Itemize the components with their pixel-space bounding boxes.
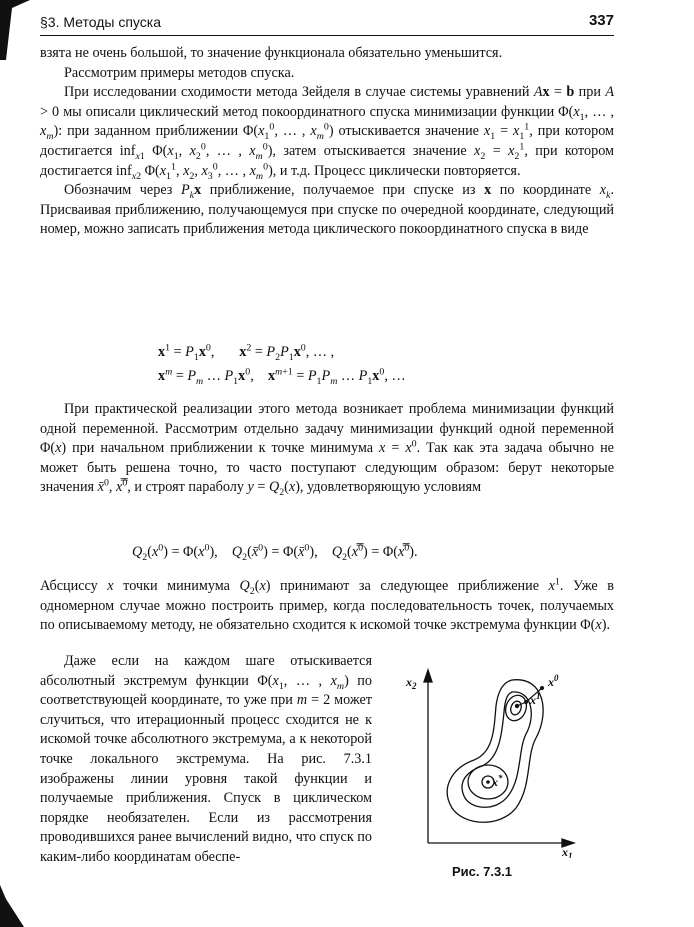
text-block-2	[40, 400, 614, 498]
x1-point-label: $x^1$	[530, 691, 541, 707]
global-min-point	[486, 780, 490, 784]
running-header	[40, 12, 614, 34]
page-number: 337	[588, 12, 614, 29]
text-block-4	[40, 652, 372, 868]
x0-label: $x^0$	[548, 673, 559, 689]
text-block-3	[40, 577, 614, 636]
text-block-1	[40, 44, 614, 240]
paragraph: При исследовании сходимости метода Зейделя в случае системы уравнений Ax = b при A > 0 мы описали циклический метод покоординатного спуска минимизации функции $\Phi(x_1$, … , $x_m$): при заданном приближении $\Phi(x_1^0$, … , $x_m^0$) отыскивается значение $x_1 = x_1^1$, при котором достигается inf$_{x1}$ $\Phi(x_1$, $x_2^0$, … , $x_m^0$), затем отыскивается значение $x_2 = x_2^1$, при котором достигается inf$_{x2}$ $\Phi(x_1^1$, $x_2$, $x_3^0$, … , $x_m^0$), и т.д. Процесс циклически повторяется.	[40, 84, 615, 182]
figure-caption: Рис. 7.3.1	[452, 864, 513, 879]
level-curve-inner-top-small	[509, 700, 523, 717]
paragraph: Обозначим через $P_kx$ приближение, получаемое при спуске из x по координате $x_k$. Присваивая приближению, получающемуся при спуске по очередной координате, следующий номер, можно записать приближения метода циклического покоординатного спуска в виде	[40, 182, 614, 238]
paragraph: Абсциссу x точки минимума $Q_2(x)$ принимают за следующее приближение $x^1$. Уже в одномерном случае можно построить пример, когда последовательность точек, получаемых по описываемому методу, не обязательно сходится к искомой точке экстремума функции Φ(x).	[40, 576, 614, 634]
paragraph: Даже если на каждом шаге отыскивается абсолютный экстремум функции $\Phi(x_1$, … , $x_m$) по соответствующей координате, то уже при m = 2 может случиться, что итерационный процесс сходится не к искомой точке абсолютного экстремума, а к некоторой точке локального экстремума. На рис. 7.3.1 изображены линии уровня такой функции и получаемые приближения. Спуск в циклическом порядке необязателен. Если из рассмотрения проводившихся ранее вычислений видно, что спуск по каким-либо координатам обеспе-	[40, 653, 372, 865]
header-rule	[40, 35, 614, 36]
x2-axis-arrow	[424, 670, 432, 682]
formula-iterations: $x^1 = P_1x^0$, $x^2 = P_2P_1x^0$, … , $x^m = P_m$ … $P_1x^0$, $x^{m+1} = P_1P_m$ … $P_1x^0$, …	[158, 342, 406, 387]
x2-axis-label: $x_2$	[406, 675, 417, 691]
formula-parabola: $Q_2(x^0) = \Phi(x^0)$, $Q_2(x̄^0)$ = Φ(x̄$^0$), $Q_2(x̿^0)$ = Φ(x̿$^0$).	[132, 542, 418, 563]
xstar-label: x*	[492, 773, 503, 789]
paragraph: Рассмотрим примеры методов спуска.	[64, 64, 295, 81]
x1-point	[524, 700, 528, 704]
corner-mark-top	[0, 0, 30, 60]
paragraph: взята не очень большой, то значение функционала обязательно уменьшится.	[40, 45, 503, 61]
x0-point	[540, 686, 544, 690]
figure-level-lines	[404, 668, 604, 858]
corner-mark-bottom	[0, 885, 24, 927]
section-title: §3. Методы спуска	[40, 14, 161, 30]
x1-axis-label: $x_1$	[562, 845, 573, 858]
local-min-point	[515, 704, 519, 708]
paragraph: При практической реализации этого метода возникает проблема минимизации функций одной переменной. Рассмотрим отдельно задачу минимизации функций одной переменной Φ(x) при начальном приближении к точке минимума $x = x^0$. Так как эта задача обычно не может быть решена точно, то часто поступают следующим образом: берут некоторые значения x̄$^0$, x̿$^0$, и строят параболу $y = Q_2(x)$, удовлетворяющую условиям	[40, 401, 614, 499]
